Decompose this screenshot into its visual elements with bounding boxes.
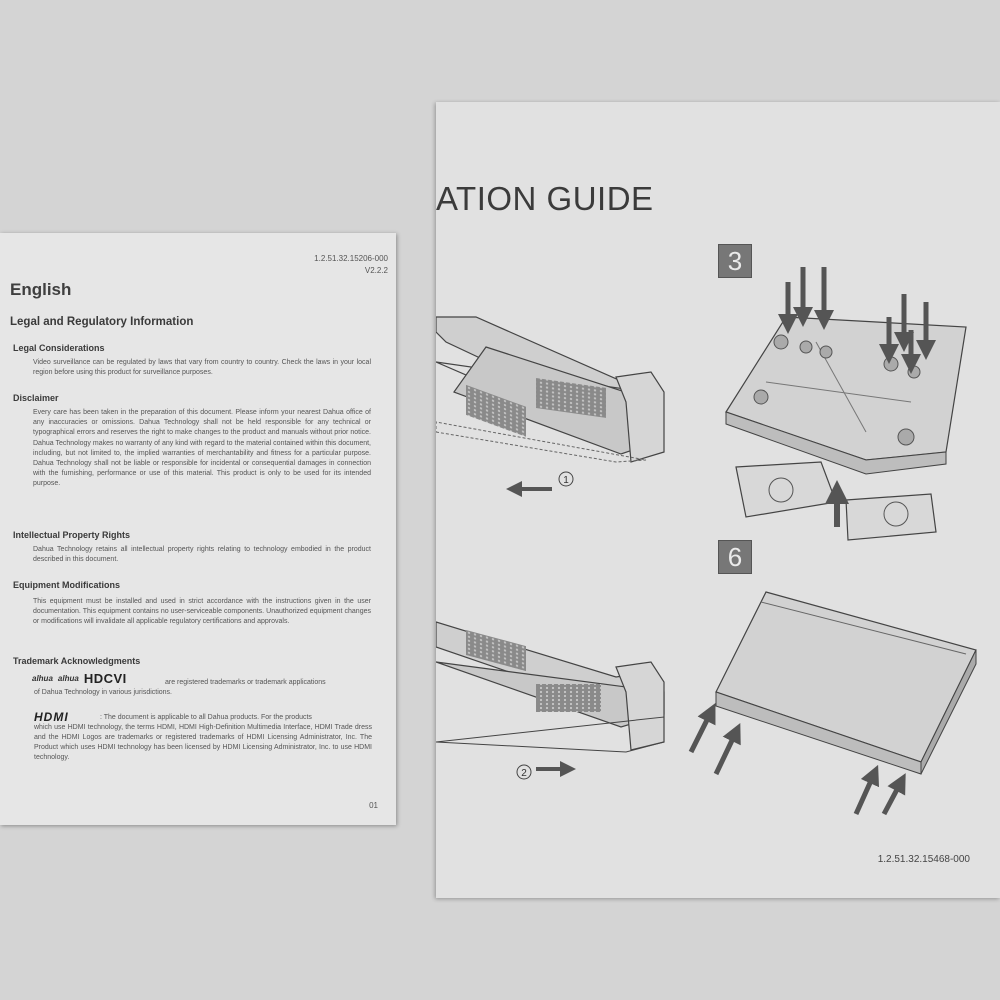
hdd-mount-illustration <box>726 267 966 540</box>
leaflet-doc-code: 1.2.51.32.15206-000 V2.2.2 <box>314 254 388 275</box>
trademark-heading: Trademark Acknowledgments <box>13 656 141 666</box>
disclaimer-heading: Disclaimer <box>13 393 59 403</box>
legal-considerations-text: Video surveillance can be regulated by laws that vary from country to country. Check the laws in your local region before using this product for surveillance purposes. <box>33 359 371 377</box>
equipment-modifications-heading: Equipment Modifications <box>13 580 120 590</box>
trademark-text-1: are registered trademarks or trademark applications <box>165 679 326 686</box>
language-heading: English <box>10 280 72 299</box>
cover-removal-illustration <box>436 317 664 489</box>
hdcvi-logo: HDCVI <box>83 671 127 686</box>
equipment-modifications-text: This equipment must be installed and used in strict accordance with the instructions given in the user documentation. This equipment contains no user-serviceable components. Unauthorized equipment changes or modifications will invalidate all applicable regulatory certifications and approvals. <box>33 598 371 626</box>
trademark-logos <box>32 671 127 686</box>
hdmi-logo: HDMI <box>34 710 69 724</box>
step-badge-6: 6 <box>718 540 752 574</box>
hdmi-text-2: which use HDMI technology, the terms HDMI, HDMI High-Definition Multimedia Interface, HDMI Trade dress and the HDMI Logos are trademarks or registered trademarks of HDMI Licensing Administrator, Inc. The Product which uses HDMI technology has been licensed by HDMI Licensing Administrator, Inc. to use HDMI technology. <box>34 724 372 761</box>
cover-install-illustration <box>436 622 664 779</box>
legal-considerations-heading: Legal Considerations <box>13 343 105 353</box>
installation-guide <box>436 102 1000 898</box>
guide-illustrations <box>436 102 1000 898</box>
dahua-logo-2: alhua <box>57 674 79 683</box>
disclaimer-text: Every care has been taken in the preparation of this document. Please inform your nearest Dahua office of any inaccuracies or omissions. Dahua Technology shall not be held responsible for any technical or typographical errors and reserves the right to make changes to the product and manuals without prior notice. Dahua Technology makes no warranty of any kind with regard to the material contained within this document, including, but not limited to, the implied warranties of merchantability and fitness for a particular purpose. Dahua Technology shall not be liable or responsible for incidental or consequential damages in connection with the furnishing, performance or use of this material. This product is only to be used for its intended purpose. <box>33 409 371 488</box>
ip-rights-text: Dahua Technology retains all intellectual property rights relating to technology embodied in the product described in this document. <box>33 546 371 564</box>
hdmi-text-1: : The document is applicable to all Dahua products. For the products <box>100 714 312 721</box>
screw-install-illustration <box>691 592 976 814</box>
step-badge-3: 3 <box>718 244 752 278</box>
dahua-logo: alhua <box>32 674 53 683</box>
guide-title: ATION GUIDE <box>436 180 654 217</box>
page-number: 01 <box>369 801 378 810</box>
step-arrow-label-2: 2 <box>521 768 527 779</box>
guide-doc-code: 1.2.51.32.15468-000 <box>877 854 970 865</box>
step-arrow-label-1: 1 <box>563 475 569 486</box>
ip-rights-heading: Intellectual Property Rights <box>13 530 131 540</box>
main-heading: Legal and Regulatory Information <box>10 316 194 328</box>
trademark-text-2: of Dahua Technology in various jurisdictions. <box>34 689 173 696</box>
legal-leaflet <box>0 233 396 825</box>
